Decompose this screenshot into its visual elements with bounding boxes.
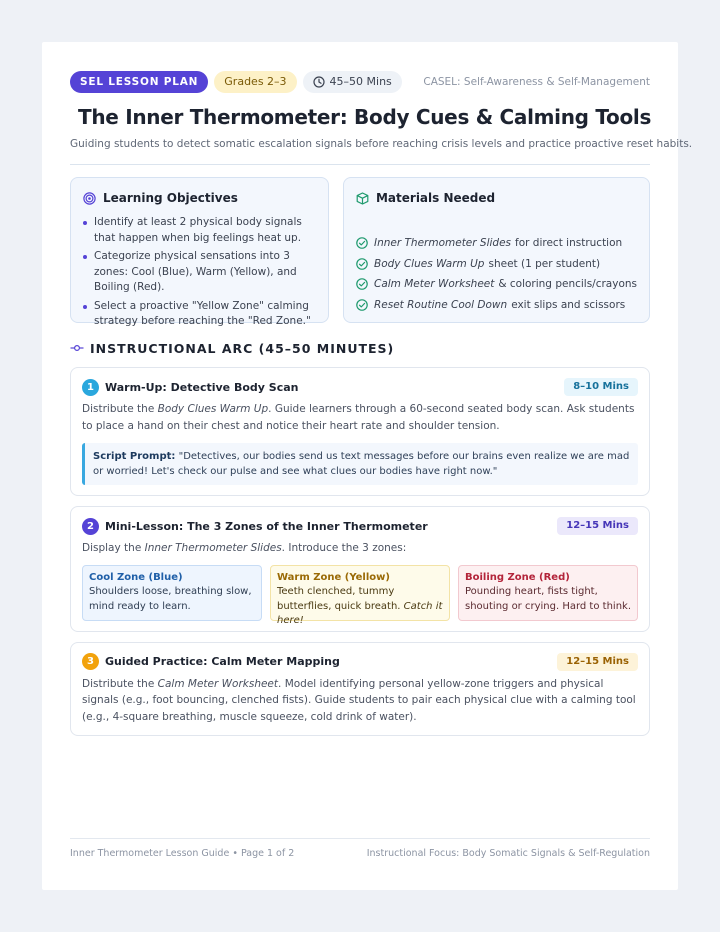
zone-description: Shoulders loose, breathing slow, mind ready to learn.: [89, 586, 252, 612]
material-item: [356, 233, 637, 254]
step-description: [82, 676, 638, 726]
step-header: [82, 517, 638, 535]
step-text: Distribute the: [82, 677, 158, 690]
objectives-card: [70, 177, 329, 327]
material-name: Inner Thermometer Slides: [373, 237, 512, 250]
material-item: [356, 274, 637, 295]
page-content: [70, 70, 693, 736]
step-title: Guided Practice: Calm Meter Mapping: [105, 655, 340, 668]
resource-name: Body Clues Warm Up: [157, 403, 269, 415]
duration-pill: 8–10 Mins: [564, 378, 638, 396]
title-row: [70, 102, 650, 132]
step-description: [82, 540, 638, 557]
warm-zone-card: [270, 565, 450, 626]
material-detail: for direct instruction: [515, 237, 623, 250]
divider: [70, 164, 650, 165]
cool-zone-card: [82, 565, 262, 621]
material-detail: exit slips and scissors: [511, 298, 626, 311]
materials-card: [343, 177, 650, 323]
objective-item: Select a proactive "Yellow Zone" calming strategy before reaching the "Red Zone.": [83, 299, 316, 330]
check-circle-icon: [356, 299, 368, 311]
objective-item: Categorize physical sensations into 3 zones: Cool (Blue), Warm (Yellow), and Boiling (Red).: [83, 249, 316, 296]
objectives-header: [83, 189, 316, 207]
objective-item: Identify at least 2 physical body signals that happen when big feelings heat up.: [83, 215, 316, 246]
zone-emphasis: Catch it here!: [277, 600, 443, 626]
step-text: . Model identifying personal yellow-zone triggers and physical signals (e.g., foot bouncing, clenched fists). Guide students to pair each physical clue with a calming tool (e.g., 4-square breathing, muscle squeeze, cold drink of water).: [82, 677, 636, 723]
step-text: . Guide learners through a 60-second seated body scan. Ask students to place a hand on their chest and notice their heart rate and shoulder tension.: [82, 403, 635, 432]
time-badge: [303, 71, 402, 93]
time-badge-label: 45–50 Mins: [329, 75, 392, 88]
resource-name: Calm Meter Worksheet: [157, 677, 279, 690]
footer-right: Instructional Focus: Body Somatic Signals & Self-Regulation: [366, 848, 650, 859]
materials-list: [356, 233, 637, 315]
objectives-list: [83, 215, 316, 330]
zone-name: Warm Zone (Yellow): [277, 571, 390, 583]
step-card: [70, 506, 650, 632]
material-name: Body Clues Warm Up: [373, 257, 485, 270]
step-card: [70, 367, 650, 496]
clock-icon: [313, 76, 325, 88]
arc-section-header: [70, 339, 650, 357]
step-number: 3: [82, 653, 99, 670]
material-name: Calm Meter Worksheet: [373, 278, 495, 291]
material-detail: sheet (1 per student): [488, 257, 601, 270]
zones-row: [82, 565, 638, 626]
arc-heading: INSTRUCTIONAL ARC (45–50 MINUTES): [90, 340, 395, 356]
box-icon: [356, 192, 369, 205]
zone-text: Teeth clenched, tummy butterflies, quick breath.: [277, 586, 404, 612]
zone-description: Pounding heart, fists tight, shouting or crying. Hard to think.: [465, 586, 631, 612]
page-subtitle: Guiding students to detect somatic escalation signals before reaching crisis levels and practice proactive reset habits.: [70, 138, 693, 150]
step-description: [82, 401, 638, 434]
zone-description: [277, 585, 443, 629]
zone-name: Boiling Zone (Red): [465, 571, 570, 583]
check-circle-icon: [356, 258, 368, 270]
duration-pill: 12–15 Mins: [557, 517, 638, 535]
step-card: [70, 642, 650, 737]
material-detail: & coloring pencils/crayons: [498, 278, 637, 291]
step-header: [82, 378, 638, 396]
step-header: [82, 653, 638, 671]
script-prompt: [82, 443, 638, 485]
target-icon: [83, 192, 96, 205]
resource-name: Inner Thermometer Slides: [144, 542, 282, 554]
casel-label: CASEL: Self-Awareness & Self-Management: [423, 76, 650, 88]
material-item: [356, 295, 637, 316]
step-title: Warm-Up: Detective Body Scan: [105, 380, 299, 394]
sel-badge: SEL LESSON PLAN: [70, 71, 208, 93]
timeline-icon: [70, 343, 84, 353]
materials-heading: Materials Needed: [375, 191, 496, 205]
step-number: 1: [82, 379, 99, 396]
script-prompt-label: Script Prompt:: [93, 451, 176, 462]
step-text: . Introduce the 3 zones:: [281, 542, 407, 554]
step-text: Distribute the: [82, 403, 158, 415]
boiling-zone-card: [458, 565, 638, 621]
material-name: Reset Routine Cool Down: [373, 298, 508, 311]
meta-row: [70, 70, 650, 94]
lesson-page: [42, 42, 693, 890]
step-number: 2: [82, 518, 99, 535]
page-title: The Inner Thermometer: Body Cues & Calming Tools: [78, 105, 652, 129]
material-item: [356, 254, 637, 275]
duration-pill: 12–15 Mins: [557, 653, 638, 671]
page-footer: [70, 838, 650, 859]
footer-left: Inner Thermometer Lesson Guide • Page 1 of 2: [70, 848, 295, 859]
script-prompt-text: "Detectives, our bodies send us text messages before our brains even realize we are mad or worried! Let's check our pulse and see what clues our bodies have right now.": [93, 451, 630, 477]
step-text: Display the: [82, 542, 145, 554]
check-circle-icon: [356, 237, 368, 249]
materials-header: [356, 189, 637, 207]
grades-badge: Grades 2–3: [214, 71, 296, 93]
objectives-heading: Learning Objectives: [103, 191, 238, 205]
check-circle-icon: [356, 278, 368, 290]
zone-name: Cool Zone (Blue): [89, 571, 183, 583]
step-title: Mini-Lesson: The 3 Zones of the Inner Thermometer: [105, 519, 428, 533]
overview-cards: [70, 177, 650, 327]
